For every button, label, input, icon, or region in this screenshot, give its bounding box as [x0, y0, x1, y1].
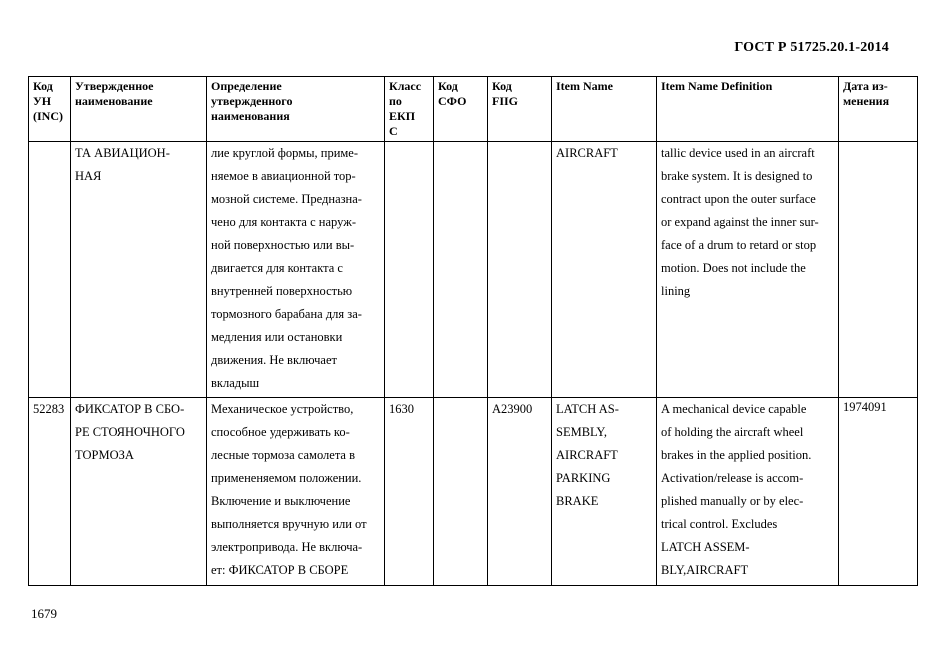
class-cell	[385, 142, 434, 398]
change-date-cell	[839, 142, 918, 398]
nomenclature-table	[28, 76, 918, 586]
column-header-definition: Определение утвержденного наименования	[207, 77, 385, 142]
column-header-item-name-definition: Item Name Definition	[657, 77, 839, 142]
column-header-item-name: Item Name	[552, 77, 657, 142]
column-header-fiig: Код FIIG	[488, 77, 552, 142]
definition-cell: Механическое устройство, способное удерживать ко- лесные тормоза самолета в примененяемом положении. Включение и выключение выполняется вручную или от электропривода. Не включа- ет: ФИКСАТОР В СБОРЕ	[207, 397, 385, 585]
inc-cell: 52283	[29, 397, 71, 585]
column-header-inc: Код УН (INC)	[29, 77, 71, 142]
table-header-row	[29, 77, 918, 142]
sfo-cell	[434, 397, 488, 585]
page-number: 1679	[31, 606, 57, 621]
item-name-definition-cell: A mechanical device capable of holding the aircraft wheel brakes in the applied position. Activation/release is accom- plished manually or by elec- trical control. Excludes LATCH ASSEM- BLY,AIRCRAFT	[657, 397, 839, 585]
column-header-sfo: Код СФО	[434, 77, 488, 142]
definition-cell: лие круглой формы, приме- няемое в авиационной тор- мозной системе. Предназна- чено для контакта с наруж- ной поверхностью или вы- двигается для контакта с внутренней поверхностью тормозного барабана для за- медления или остановки движения. Не включает вкладыш	[207, 142, 385, 398]
column-header-change-date: Дата из- менения	[839, 77, 918, 142]
table-row	[29, 142, 918, 398]
column-header-approved-name: Утвержденное наименование	[71, 77, 207, 142]
sfo-cell	[434, 142, 488, 398]
fiig-cell: A23900	[488, 397, 552, 585]
inc-cell	[29, 142, 71, 398]
approved-name-cell: ФИКСАТОР В СБО- РЕ СТОЯНОЧНОГО ТОРМОЗА	[71, 397, 207, 585]
item-name-definition-cell: tallic device used in an aircraft brake system. It is designed to contract upon the outer surface or expand against the inner sur- face of a drum to retard or stop motion. Does not include the lining	[657, 142, 839, 398]
class-cell: 1630	[385, 397, 434, 585]
item-name-cell: AIRCRAFT	[552, 142, 657, 398]
table-row	[29, 397, 918, 585]
approved-name-cell: ТА АВИАЦИОН- НАЯ	[71, 142, 207, 398]
item-name-cell: LATCH AS- SEMBLY, AIRCRAFT PARKING BRAKE	[552, 397, 657, 585]
column-header-class: Класс по ЕКП С	[385, 77, 434, 142]
fiig-cell	[488, 142, 552, 398]
standard-designation: ГОСТ Р 51725.20.1-2014	[734, 40, 889, 55]
change-date-cell: 1974091	[839, 397, 918, 585]
